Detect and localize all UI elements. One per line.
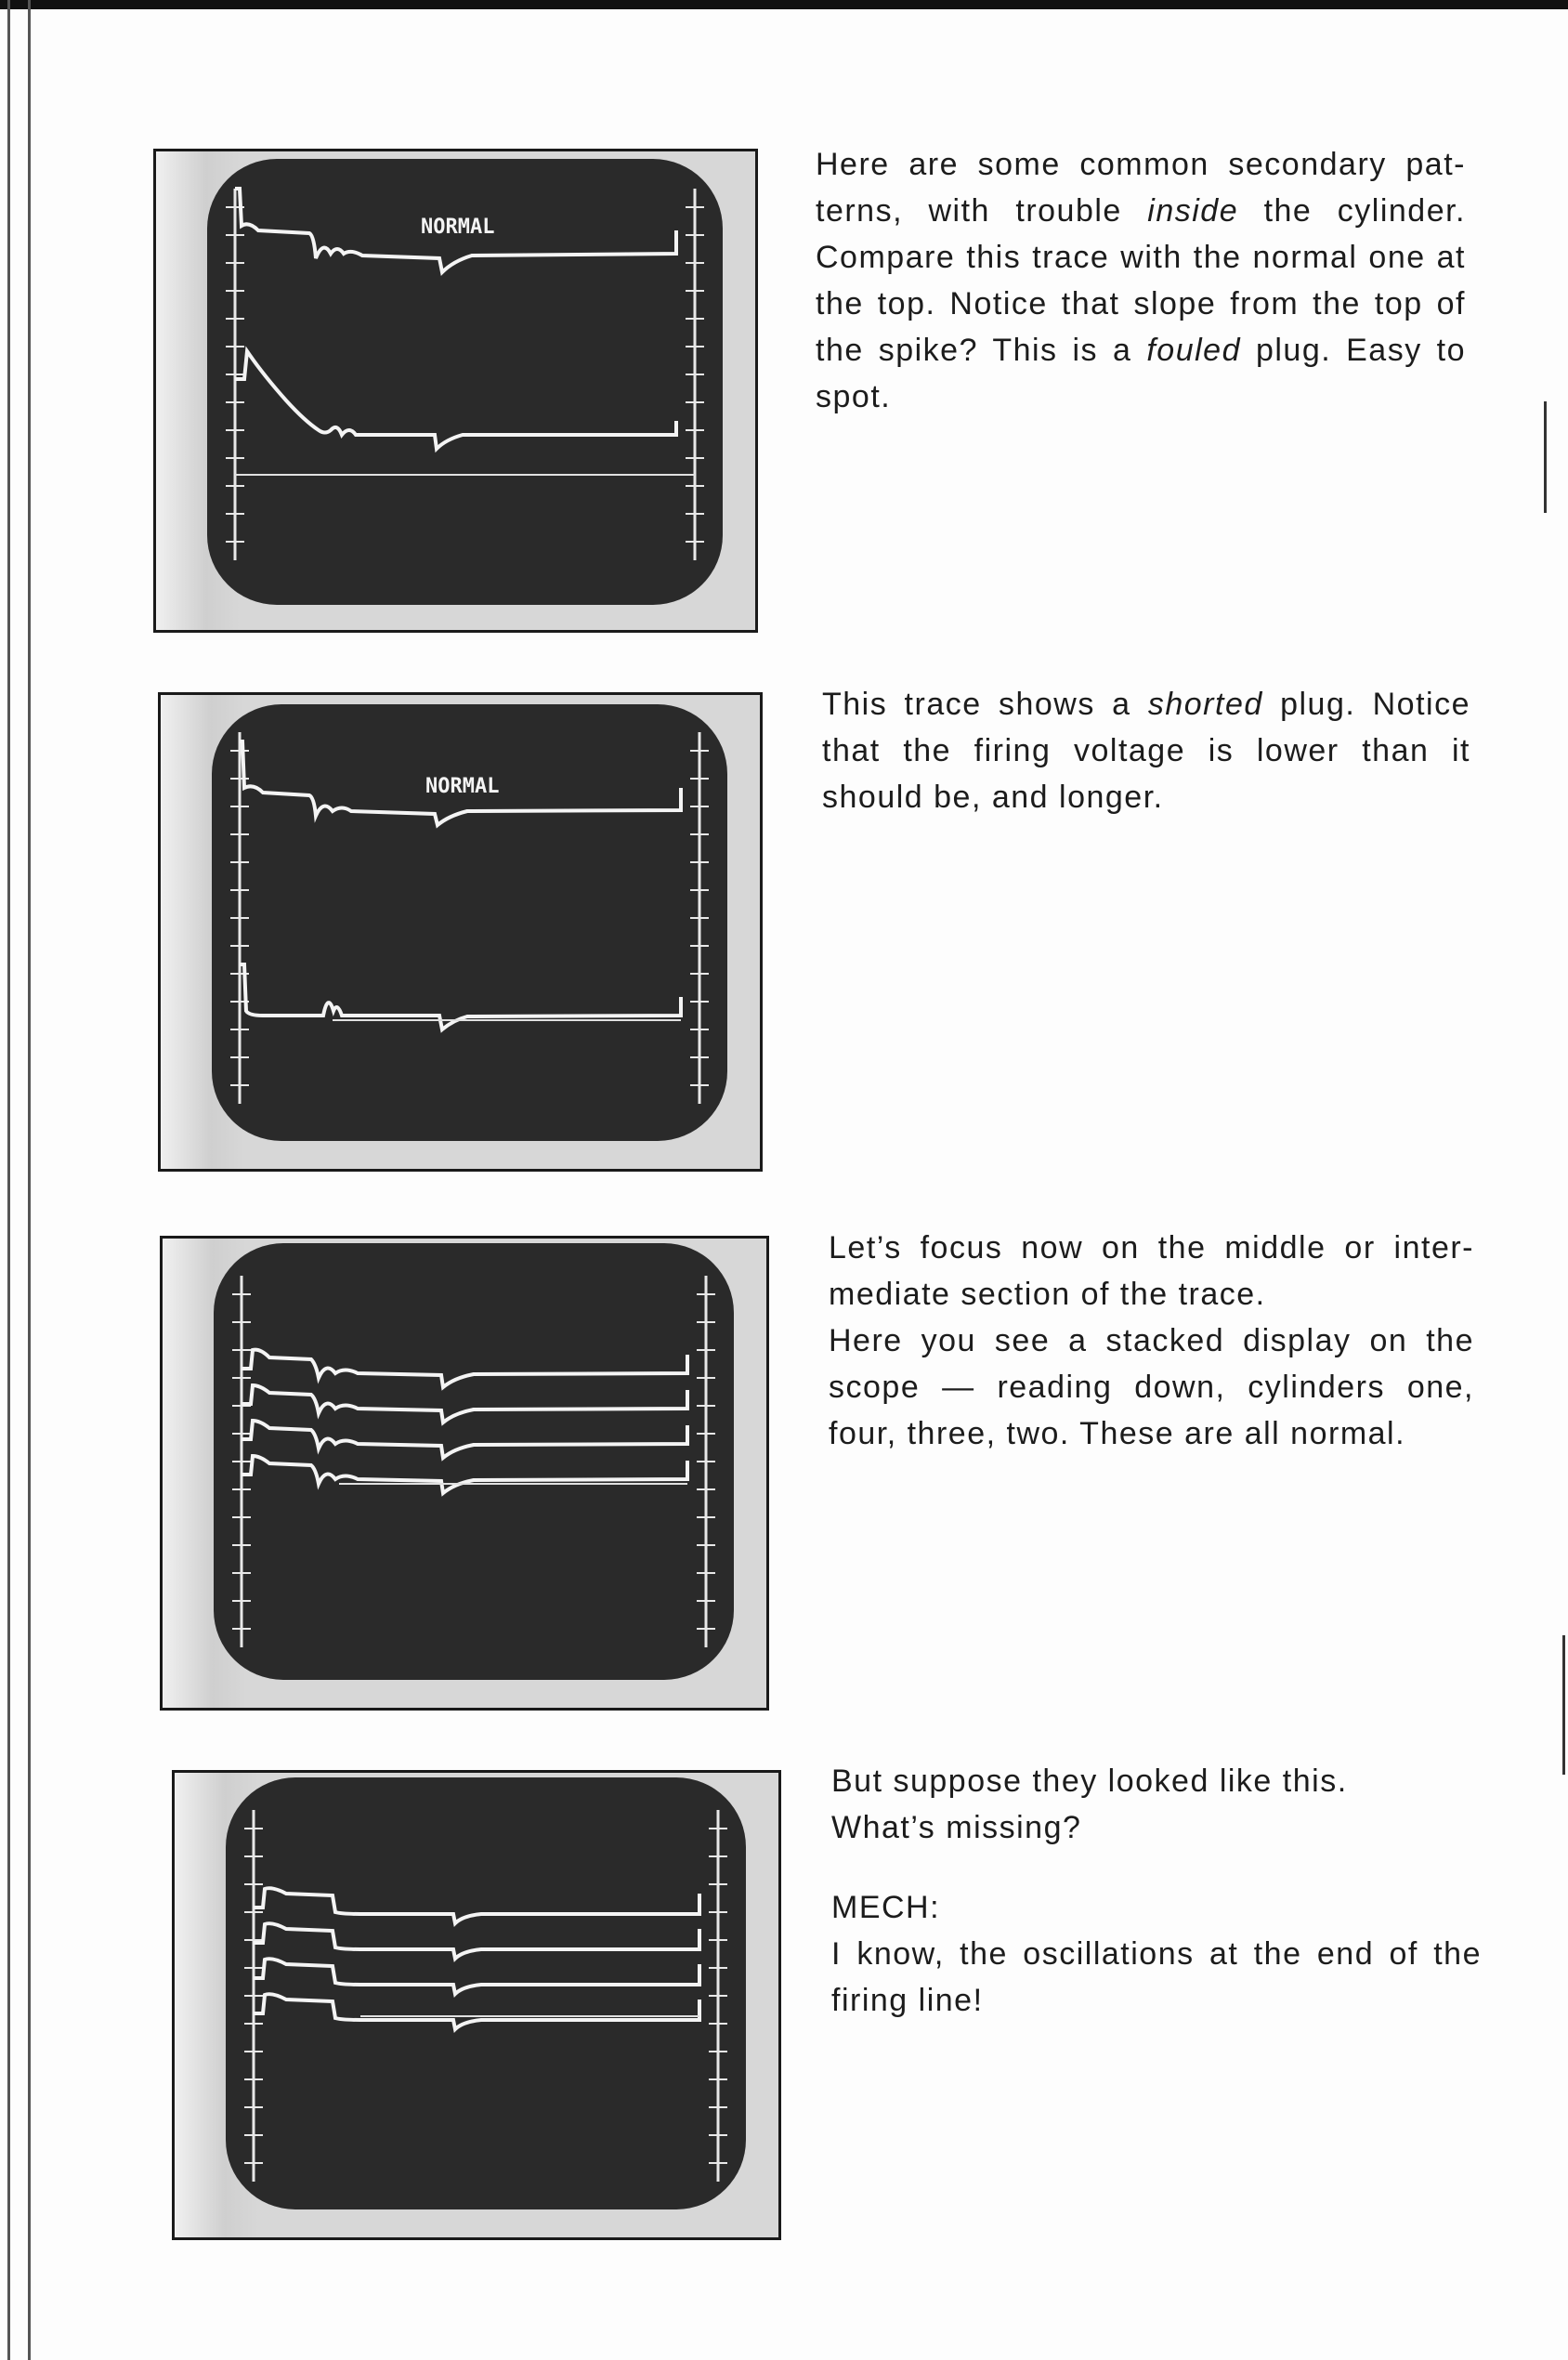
scope-photo-4: [172, 1770, 781, 2240]
scope-photo-3: [160, 1236, 769, 1711]
speaker-reply: I know, the oscillations at the end of the firing line!: [831, 1936, 1482, 2018]
caption-2: This trace shows a shorted plug. Notice that the firing voltage is lower than it should be, and longer.: [822, 687, 1470, 815]
caption-4: But suppose they looked like this. What’s missing? MECH: I know, the oscillations at the end of the firing line!: [831, 1758, 1482, 2024]
page-top-edge: [0, 0, 1568, 9]
scope-label: NORMAL: [421, 216, 495, 239]
caption-3: Let’s focus now on the middle or inter-mediate section of the trace. Here you see a stacked display on the scope — reading down, cylinders one, four, three, two. These are all normal.: [829, 1230, 1474, 1451]
binding-edge: [7, 0, 10, 2360]
speaker-label: MECH:: [831, 1890, 941, 1925]
margin-mark: [1562, 1635, 1565, 1775]
caption-1: Here are some common secondary pat-terns, with trouble inside the cylinder. Compare this trace with the normal one at the top. Notice that slope from the top of the spike? This is a fouled plug. Easy to spot.: [816, 147, 1467, 414]
binding-edge: [28, 0, 31, 2360]
margin-mark: [1544, 401, 1547, 513]
scope-photo-2: [158, 692, 763, 1172]
scope-photo-1: [153, 149, 758, 633]
scope-label: NORMAL: [425, 775, 500, 798]
